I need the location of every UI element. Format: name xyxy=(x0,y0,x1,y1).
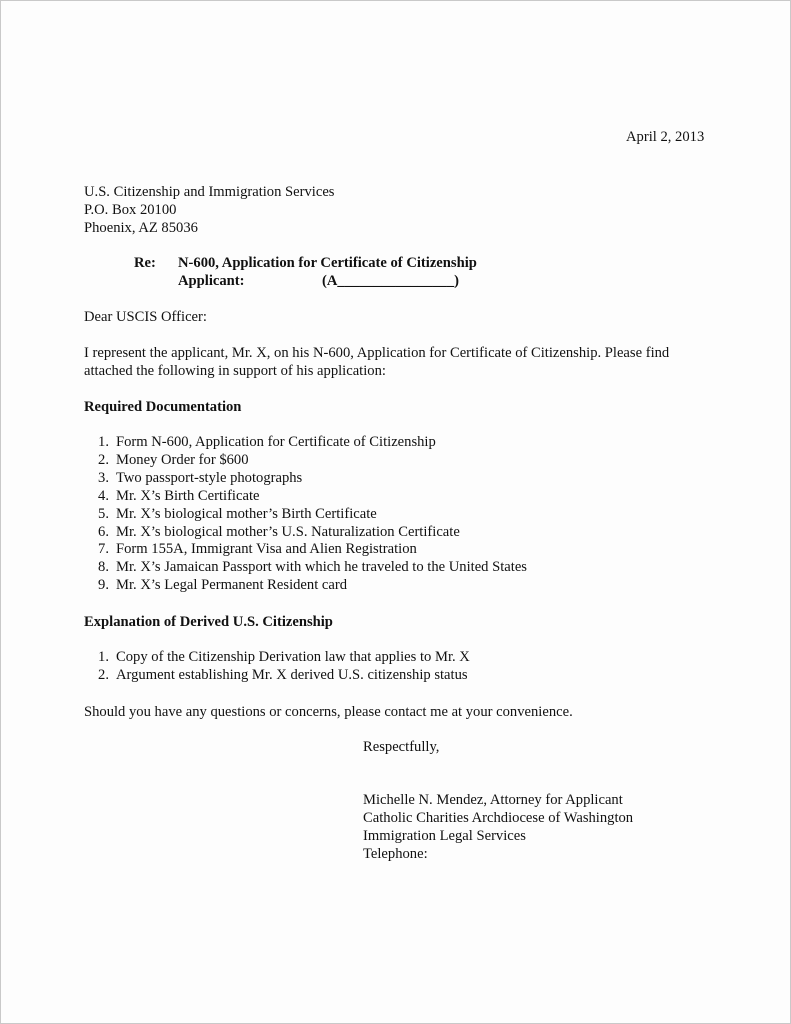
salutation: Dear USCIS Officer: xyxy=(84,309,207,325)
signoff: Respectfully, xyxy=(363,739,440,755)
list-item: 6. Mr. X’s biological mother’s U.S. Naturalization Certificate xyxy=(98,523,460,540)
required-documentation-list xyxy=(81,434,527,595)
list-item: 1. Form N-600, Application for Certificate of Citizenship xyxy=(98,434,436,450)
list-item: 2. Money Order for $600 xyxy=(98,451,249,468)
list-item: 9. Mr. X’s Legal Permanent Resident card xyxy=(98,577,348,594)
re-subject-row xyxy=(134,255,477,273)
re-applicant-row xyxy=(134,273,477,291)
re-block xyxy=(134,255,477,291)
recipient-line: P.O. Box 20100 xyxy=(84,201,177,218)
signature-block xyxy=(363,792,633,864)
explanation-heading: Explanation of Derived U.S. Citizenship xyxy=(84,614,333,630)
required-documentation-heading: Required Documentation xyxy=(84,399,242,415)
list-item: 4. Mr. X’s Birth Certificate xyxy=(98,487,260,504)
signature-line: Catholic Charities Archdiocese of Washington xyxy=(363,809,634,826)
list-item: 1. Copy of the Citizenship Derivation law that applies to Mr. X xyxy=(98,649,470,665)
signature-line: Michelle N. Mendez, Attorney for Applicant xyxy=(363,792,623,808)
list-item: 3. Two passport-style photographs xyxy=(98,469,303,486)
recipient-line: Phoenix, AZ 85036 xyxy=(84,219,198,236)
list-item: 8. Mr. X’s Jamaican Passport with which he traveled to the United States xyxy=(98,559,527,576)
list-item: 2. Argument establishing Mr. X derived U.S. citizenship status xyxy=(98,666,468,683)
explanation-list xyxy=(81,649,470,685)
re-subject: N-600, Application for Certificate of Citizenship xyxy=(178,255,477,271)
intro-paragraph: I represent the applicant, Mr. X, on his N-600, Application for Certificate of Citizenship. Please find attached the following in support of his application: xyxy=(84,345,670,379)
list-item: 7. Form 155A, Immigrant Visa and Alien Registration xyxy=(98,541,417,558)
signature-line: Immigration Legal Services xyxy=(363,827,526,844)
applicant-number: (A________________) xyxy=(322,272,460,289)
re-label: Re: xyxy=(134,255,156,271)
signature-line: Telephone: xyxy=(363,845,428,862)
letter-date: April 2, 2013 xyxy=(626,129,705,145)
recipient-line: U.S. Citizenship and Immigration Services xyxy=(84,184,335,200)
list-item: 5. Mr. X’s biological mother’s Birth Certificate xyxy=(98,505,377,522)
closing-line: Should you have any questions or concerns, please contact me at your convenience. xyxy=(84,704,573,720)
applicant-label: Applicant: xyxy=(178,272,245,289)
recipient-address xyxy=(84,184,335,238)
